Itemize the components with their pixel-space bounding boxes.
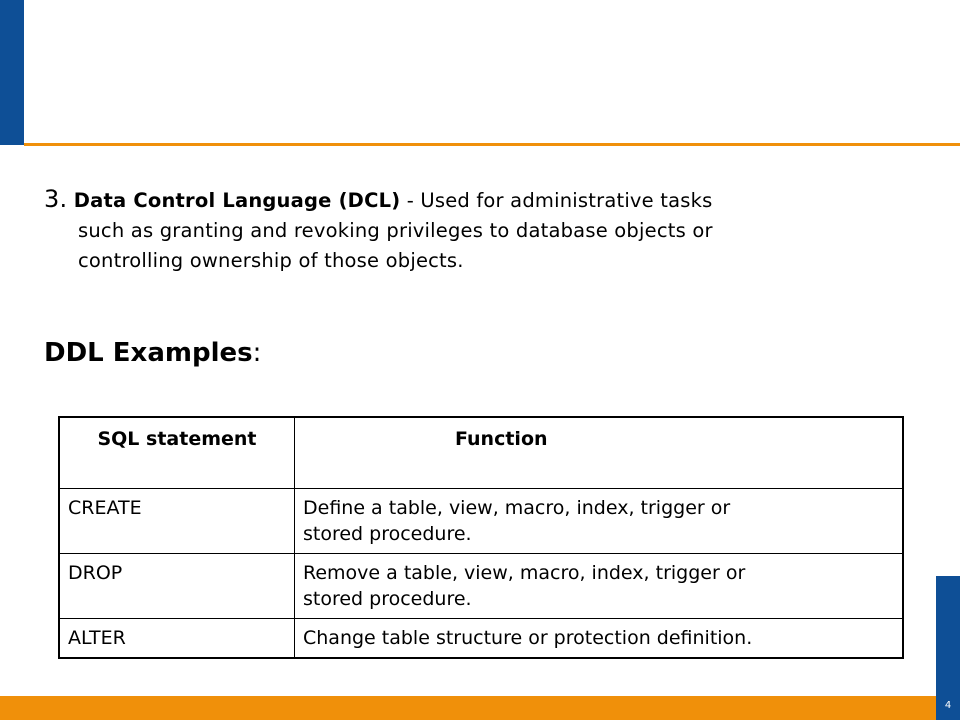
function-cell — [295, 554, 904, 619]
header-sql-statement: SQL statement — [59, 417, 295, 489]
table-row — [59, 619, 903, 659]
function-cell — [295, 619, 904, 659]
statement-cell: ALTER — [59, 619, 295, 659]
header-divider — [24, 143, 960, 146]
paragraph-line-2: such as granting and revoking privileges to database objects or — [78, 219, 713, 242]
heading-text: DDL Examples — [44, 338, 253, 368]
table-row — [59, 489, 903, 554]
ddl-examples-table — [58, 416, 904, 659]
function-line: Define a table, view, macro, index, trigger or — [303, 497, 731, 519]
function-cell — [295, 489, 904, 554]
function-line: stored procedure. — [303, 523, 472, 545]
statement-cell: CREATE — [59, 489, 295, 554]
table-row — [59, 554, 903, 619]
table-header-row — [59, 417, 903, 489]
header-function: Function — [295, 417, 904, 489]
page-number: 4 — [944, 700, 952, 711]
paragraph-line-3: controlling ownership of those objects. — [78, 249, 464, 272]
footer-bar — [0, 696, 936, 720]
ddl-examples-heading — [44, 338, 261, 368]
statement-cell: DROP — [59, 554, 295, 619]
function-line: Change table structure or protection definition. — [303, 627, 753, 649]
function-line: stored procedure. — [303, 588, 472, 610]
heading-colon: : — [252, 338, 262, 368]
paragraph-line-1 — [44, 184, 914, 216]
right-accent-bar — [936, 576, 960, 720]
dcl-term: Data Control Language (DCL) — [73, 189, 401, 212]
dcl-paragraph — [44, 184, 914, 276]
function-line: Remove a table, view, macro, index, trigger or — [303, 562, 746, 584]
dcl-lead: - Used for administrative tasks — [400, 189, 713, 212]
left-accent-bar — [0, 0, 24, 145]
list-number: 3. — [44, 185, 68, 213]
